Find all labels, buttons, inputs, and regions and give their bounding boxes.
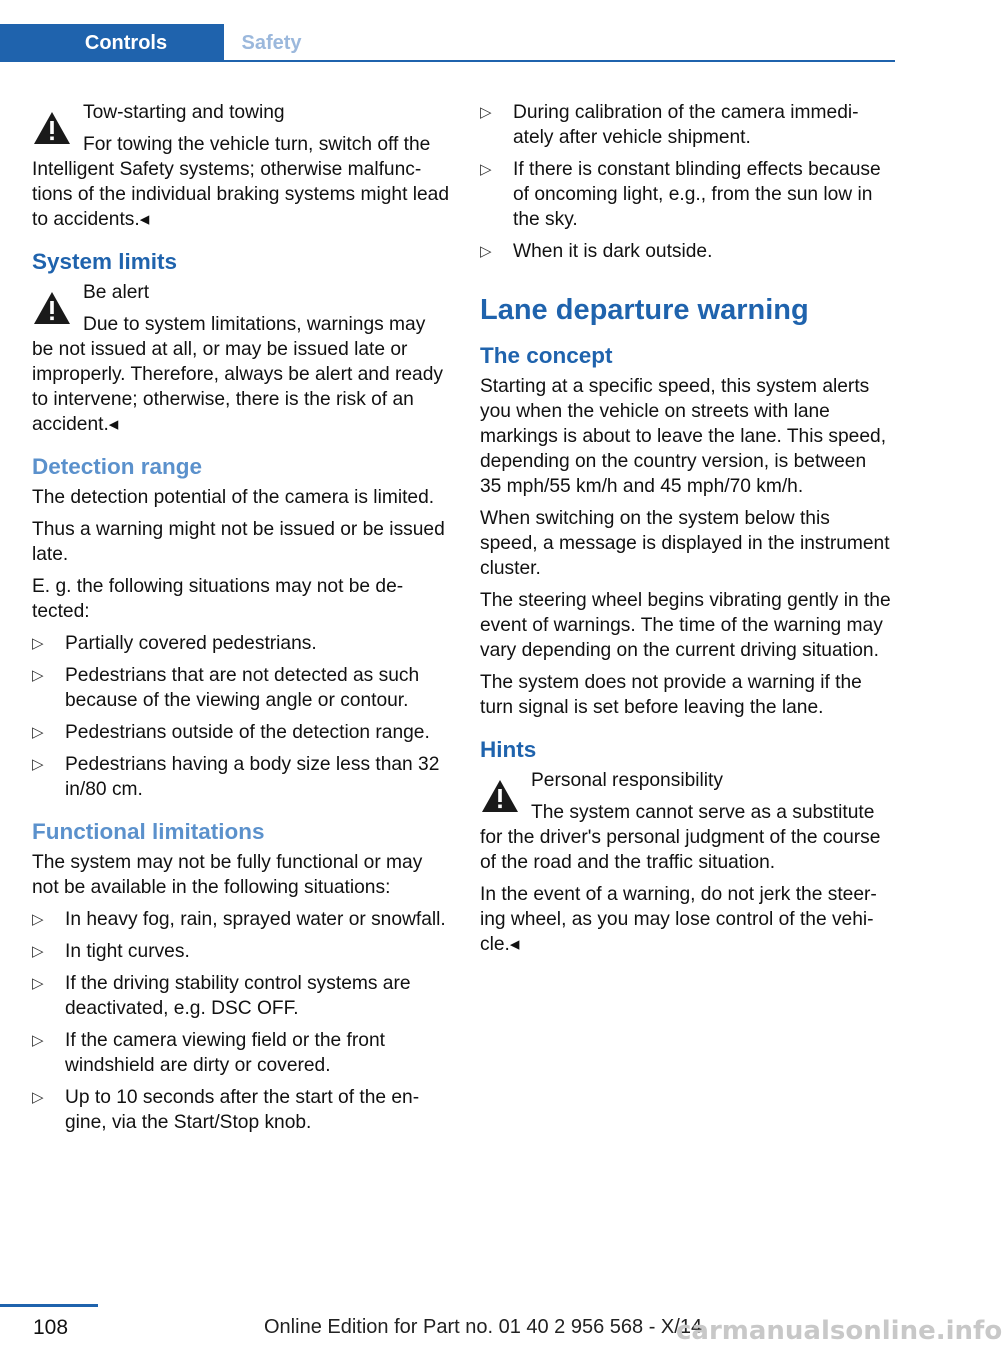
warning-text-first-line: For towing the vehicle turn, switch off the bbox=[83, 134, 431, 155]
right-column bbox=[480, 100, 892, 964]
bullet-triangle-icon: ▷ bbox=[32, 667, 44, 684]
warning-text: be not issued at all, or may be issued late or improperly. Therefore, always be alert and ready to intervene; otherwise, there is the risk of an accident.◂ bbox=[32, 339, 443, 435]
list-item: ▷ If there is constant blinding effects because of oncoming light, e.g., from the sun low in the sky. bbox=[480, 159, 881, 230]
list-item: ▷ Up to 10 seconds after the start of the engine, via the Start/Stop knob. bbox=[32, 1087, 420, 1133]
bullet-triangle-icon: ▷ bbox=[32, 1032, 44, 1049]
bullet-triangle-icon: ▷ bbox=[32, 943, 44, 960]
limitations-list bbox=[32, 907, 450, 1135]
list-item: ▷ In heavy fog, rain, sprayed water or snowfall. bbox=[32, 909, 446, 930]
bullet-triangle-icon: ▷ bbox=[32, 724, 44, 741]
bullet-triangle-icon: ▷ bbox=[32, 975, 44, 992]
bullet-triangle-icon: ▷ bbox=[32, 756, 44, 773]
heading-the-concept: The concept bbox=[480, 343, 613, 368]
list-item: ▷ If the driving stability control systems are deactivated, e.g. DSC OFF. bbox=[32, 973, 411, 1019]
warning-triangle-icon bbox=[32, 110, 72, 146]
heading-hints: Hints bbox=[480, 737, 537, 762]
list-item: ▷ In tight curves. bbox=[32, 941, 190, 962]
list-item: ▷ Pedestrians having a body size less than 32 in/80 cm. bbox=[32, 754, 440, 800]
page-number-rule bbox=[0, 1304, 98, 1307]
heading-system-limits: System limits bbox=[32, 249, 178, 274]
bullet-triangle-icon: ▷ bbox=[480, 243, 492, 260]
paragraph: When switching on the system below this speed, a message is displayed in the instrument cluster. bbox=[480, 508, 890, 579]
warning-text-first-line: The system cannot serve as a substitute bbox=[531, 802, 875, 823]
heading-lane-departure-warning: Lane departure warning bbox=[480, 294, 809, 326]
bullet-triangle-icon: ▷ bbox=[32, 1089, 44, 1106]
bullet-triangle-icon: ▷ bbox=[480, 161, 492, 178]
warning-triangle-icon bbox=[32, 290, 72, 326]
warning-text: for the driver's personal judgment of the course of the road and the traffic situation. bbox=[480, 827, 881, 873]
tab-controls[interactable]: Controls bbox=[0, 24, 224, 62]
paragraph: The system does not provide a warning if the turn signal is set before leaving the lane. bbox=[480, 672, 862, 718]
left-column bbox=[32, 100, 450, 1142]
bullet-triangle-icon: ▷ bbox=[480, 104, 492, 121]
warning-text: Intelligent Safety systems; otherwise malfunctions of the individual braking systems might lead to accidents.◂ bbox=[32, 159, 450, 230]
section-tabbar bbox=[0, 24, 895, 62]
paragraph: The steering wheel begins vibrating gently in the event of warnings. The time of the warning may vary depending on the current driving situation. bbox=[480, 590, 891, 661]
warning-title: Be alert bbox=[83, 282, 150, 303]
paragraph: Thus a warning might not be issued or be issued late. bbox=[32, 519, 445, 565]
detection-list bbox=[32, 631, 450, 802]
heading-detection-range: Detection range bbox=[32, 454, 203, 479]
paragraph: The detection potential of the camera is limited. bbox=[32, 487, 435, 508]
paragraph: Starting at a specific speed, this system alerts you when the vehicle on streets with lane markings is about to leave the lane. This speed, depending on the country version, is between 35 mph/55 km/h and 45 mph/70 km/h. bbox=[480, 376, 887, 497]
warning-title: Tow-starting and towing bbox=[83, 102, 285, 123]
list-item: ▷ Pedestrians that are not detected as such because of the viewing angle or contour. bbox=[32, 665, 420, 711]
page-number: 108 bbox=[33, 1316, 69, 1339]
warning-text-first-line: Due to system limitations, warnings may bbox=[83, 314, 426, 335]
warning-title: Personal responsibility bbox=[531, 770, 723, 791]
paragraph: In the event of a warning, do not jerk the steering wheel, as you may lose control of the vehicle.◂ bbox=[480, 884, 877, 955]
tab-safety[interactable]: Safety bbox=[241, 32, 302, 54]
list-item: ▷ If the camera viewing field or the front windshield are dirty or covered. bbox=[32, 1030, 385, 1076]
list-item: ▷ During calibration of the camera immediately after vehicle shipment. bbox=[480, 102, 859, 148]
list-item: ▷ When it is dark outside. bbox=[480, 241, 713, 262]
warning-personal-responsibility bbox=[480, 768, 892, 875]
list-item: ▷ Partially covered pedestrians. bbox=[32, 633, 317, 654]
list-item: ▷ Pedestrians outside of the detection range. bbox=[32, 722, 430, 743]
edition-footer: Online Edition for Part no. 01 40 2 956 568 - X/14 bbox=[264, 1316, 703, 1338]
heading-functional-limitations: Functional limitations bbox=[32, 819, 265, 844]
watermark: carmanualsonline.info bbox=[676, 1316, 1002, 1346]
bullet-triangle-icon: ▷ bbox=[32, 911, 44, 928]
limitations-list-continued bbox=[480, 100, 892, 264]
warning-triangle-icon bbox=[480, 778, 520, 814]
warning-be-alert bbox=[32, 280, 450, 437]
paragraph: The system may not be fully functional or may not be available in the following situations: bbox=[32, 852, 423, 898]
paragraph: E. g. the following situations may not be detected: bbox=[32, 576, 404, 622]
warning-tow-starting bbox=[32, 100, 450, 232]
bullet-triangle-icon: ▷ bbox=[32, 635, 44, 652]
